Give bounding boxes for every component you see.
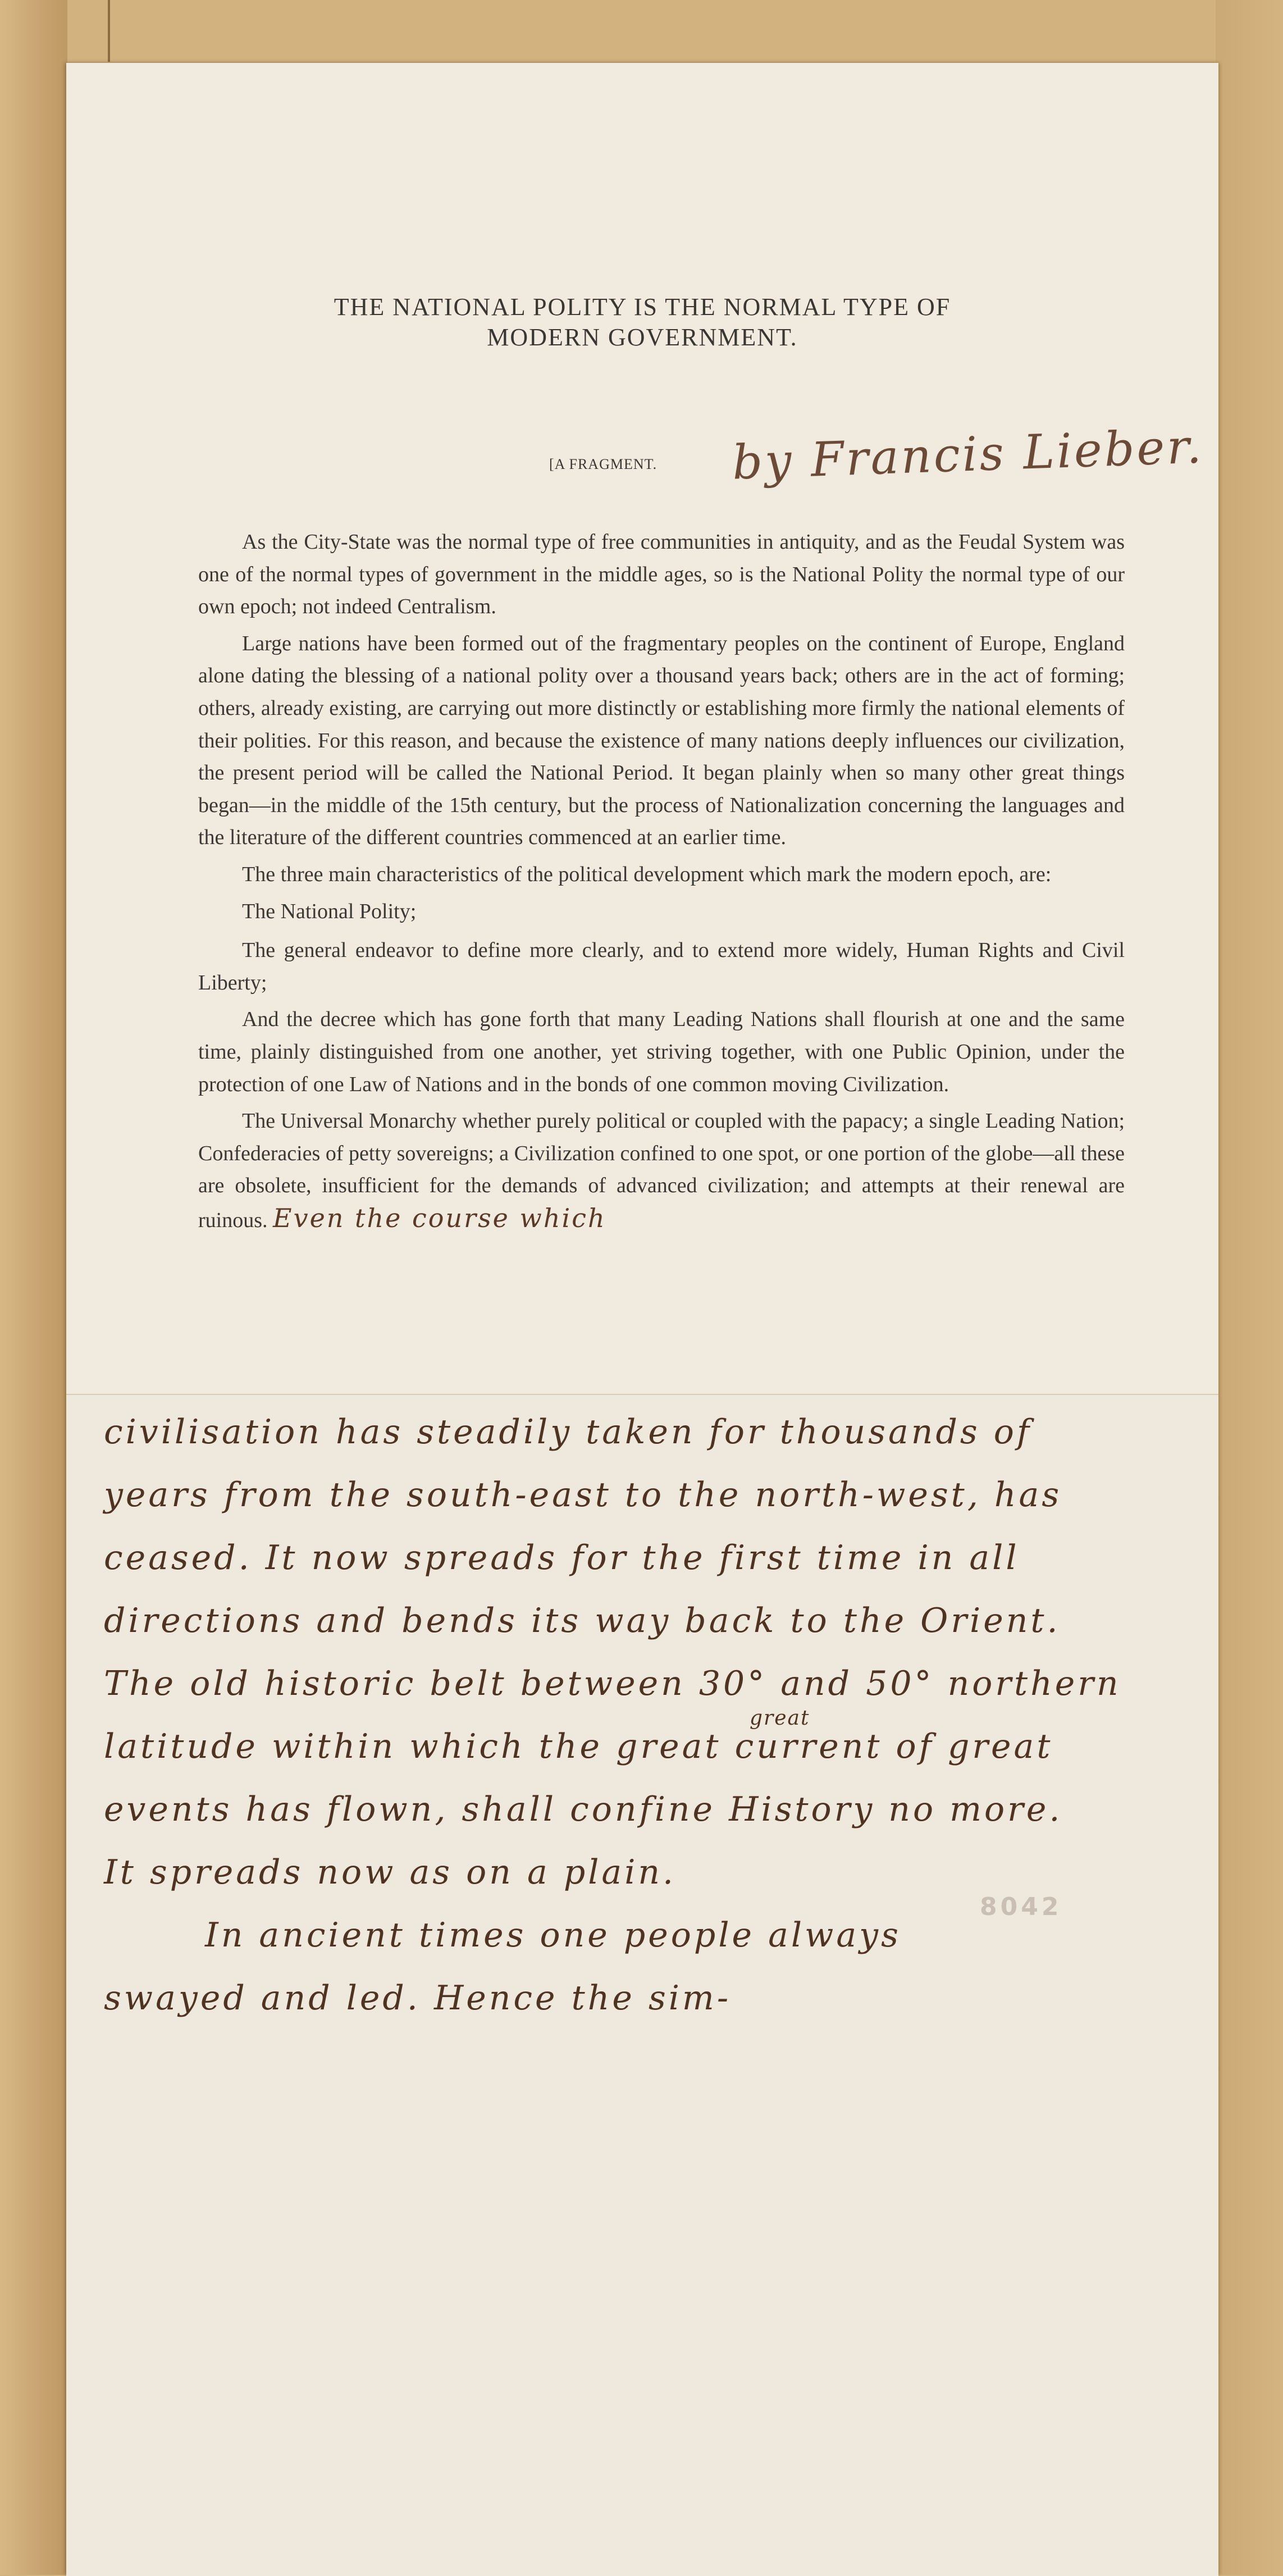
printed-sheet: [66, 63, 1218, 1405]
handwritten-line: years from the south-east to the north-west, has: [104, 1475, 1062, 1515]
handwritten-attribution: by Francis Lieber.: [731, 418, 1205, 490]
paragraph: The three main characteristics of the political development which mark the modern epoch, are:: [242, 862, 1052, 886]
fragment-label: [A FRAGMENT.: [549, 456, 658, 472]
handwritten-line: ceased. It now spreads for the first time in all: [104, 1538, 1020, 1577]
inline-handwriting: Even the course which: [273, 1202, 606, 1233]
paragraph: The general endeavor to define more clearly, and to extend more widely, Human Rights and Civil Liberty;: [198, 938, 1125, 995]
paragraph-last: [198, 1105, 1125, 1237]
handwritten-line-text: latitude within which the great current of great: [104, 1727, 1053, 1766]
printed-body: [198, 526, 1125, 1241]
mount-board-left: [0, 0, 67, 2575]
document-title: [66, 292, 1218, 353]
handwritten-line-with-insert: [104, 1707, 1115, 1790]
handwritten-line: The old historic belt between 30° and 50° northern: [104, 1664, 1121, 1703]
handwritten-line: civilisation has steadily taken for thousands of: [104, 1412, 1033, 1452]
handwritten-line: directions and bends its way back to the Orient.: [104, 1601, 1061, 1640]
paragraph: The National Polity;: [242, 899, 417, 923]
title-line: MODERN GOVERNMENT.: [487, 323, 798, 351]
handwritten-insert: great: [750, 1707, 810, 1730]
paragraph: As the City-State was the normal type of free communities in antiquity, and as the Feudal System was one of the normal types of government in the middle ages, so is the National Polity the normal type of our own epoch; not indeed Centralism.: [198, 530, 1125, 619]
paragraph: And the decree which has gone forth that many Leading Nations shall flourish at one and the same time, plainly distinguished from one another, yet striving together, with one Public Opinion, under the protection of one Law of Nations and in the bonds of one common moving Civilization.: [198, 1007, 1125, 1096]
archive-number: 8042: [980, 1893, 1062, 1921]
fragment-attribution: [549, 418, 1223, 517]
mount-crease: [108, 0, 110, 62]
mount-board-right: [1216, 0, 1283, 2575]
handwritten-line: swayed and led. Hence the sim-: [104, 1978, 732, 2018]
document-page: [66, 63, 1218, 2575]
handwritten-continuation: [104, 1412, 1121, 2041]
title-line: THE NATIONAL POLITY IS THE NORMAL TYPE OF: [334, 293, 951, 321]
handwritten-line: In ancient times one people always: [205, 1916, 901, 1955]
handwritten-line: events has flown, shall confine History no more.: [104, 1790, 1063, 1829]
handwritten-line: It spreads now as on a plain.: [104, 1853, 677, 1892]
paragraph: Large nations have been formed out of the fragmentary peoples on the continent of Europe, England alone dating the blessing of a national polity over a thousand years back; others are in the act of forming; others, already existing, are carrying out more distinctly or establishing more firmly the national elements of their polities. For this reason, and because the existence of many nations deeply influences our civilization, the present period will be called the National Period. It began plainly when so many other great things began—in the middle of the 15th century, but the process of Nationalization concerning the languages and the literature of the different countries commenced at an earlier time.: [198, 631, 1125, 850]
paragraph-text: The Universal Monarchy whether purely political or coupled with the papacy; a single Leading Nation; Confederacies of petty sovereigns; a Civilization confined to one spot, or one portion of the globe—all these are obsolete, insufficient for the demands of advanced civilization; and attempts at their renewal are ruinous.: [198, 1109, 1125, 1232]
